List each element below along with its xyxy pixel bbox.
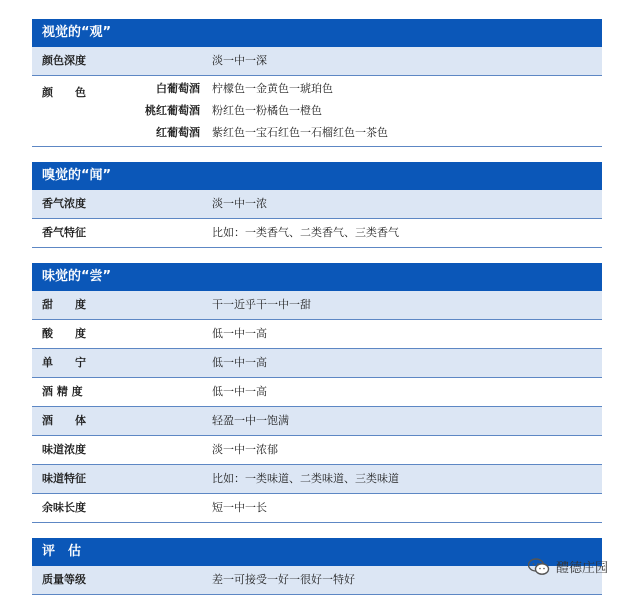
row-value: 低一中一高 xyxy=(212,385,267,398)
table-row xyxy=(32,349,602,378)
section-smell xyxy=(32,162,602,248)
row-label: 单 宁 xyxy=(42,356,86,369)
color-line xyxy=(32,100,602,122)
row-label: 酸 度 xyxy=(42,327,86,340)
row-label: 香气特征 xyxy=(42,226,86,239)
table-row xyxy=(32,378,602,407)
section-taste xyxy=(32,263,602,523)
row-value: 轻盈一中一饱满 xyxy=(212,414,289,427)
section-header: 视觉的“观” xyxy=(32,19,602,47)
wine-type: 桃红葡萄酒 xyxy=(145,104,200,117)
row-value: 短一中一长 xyxy=(212,501,267,514)
wine-type: 白葡萄酒 xyxy=(156,82,200,95)
table-row xyxy=(32,407,602,436)
row-label: 味道特征 xyxy=(42,472,86,485)
row-label: 味道浓度 xyxy=(42,443,86,456)
row-value: 比如：一类味道、二类味道、三类味道 xyxy=(212,472,399,485)
row-label: 颜色深度 xyxy=(42,54,86,67)
row-value: 淡一中一浓郁 xyxy=(212,443,278,456)
section-header: 嗅觉的“闻” xyxy=(32,162,602,190)
table-row xyxy=(32,190,602,219)
row-value: 干一近乎干一中一甜 xyxy=(212,298,311,311)
color-line xyxy=(32,122,602,144)
table-row xyxy=(32,291,602,320)
row-value: 低一中一高 xyxy=(212,356,267,369)
color-line xyxy=(32,78,602,100)
table-row xyxy=(32,465,602,494)
color-range: 柠檬色一金黄色一琥珀色 xyxy=(212,82,333,95)
wechat-icon xyxy=(528,558,550,576)
table-row xyxy=(32,494,602,523)
table-row xyxy=(32,219,602,248)
row-label: 酒 精 度 xyxy=(42,385,83,398)
table-row xyxy=(32,47,602,76)
row-label: 颜 色 xyxy=(42,86,86,99)
color-row xyxy=(32,76,602,147)
section-header: 味觉的“尝” xyxy=(32,263,602,291)
row-label: 余味长度 xyxy=(42,501,86,514)
row-label: 质量等级 xyxy=(42,573,86,586)
row-value: 差一可接受一好一很好一特好 xyxy=(212,573,355,586)
watermark-text: 醴德庄园 xyxy=(555,561,608,576)
row-label: 甜 度 xyxy=(42,298,86,311)
section-header: 评 估 xyxy=(32,538,602,566)
watermark xyxy=(528,557,608,576)
section-visual xyxy=(32,19,602,147)
table-row xyxy=(32,566,602,595)
color-range: 紫红色一宝石红色一石榴红色一茶色 xyxy=(212,126,388,139)
row-value: 比如：一类香气、二类香气、三类香气 xyxy=(212,226,399,239)
row-label: 香气浓度 xyxy=(42,197,86,210)
table-row xyxy=(32,320,602,349)
color-range: 粉红色一粉橘色一橙色 xyxy=(212,104,322,117)
row-value: 低一中一高 xyxy=(212,327,267,340)
table-row xyxy=(32,436,602,465)
wine-tasting-table xyxy=(32,19,602,595)
wine-type: 红葡萄酒 xyxy=(156,126,200,139)
row-label: 酒 体 xyxy=(42,414,86,427)
row-value: 淡一中一浓 xyxy=(212,197,267,210)
section-evaluation xyxy=(32,538,602,595)
row-value: 淡一中一深 xyxy=(212,54,267,67)
